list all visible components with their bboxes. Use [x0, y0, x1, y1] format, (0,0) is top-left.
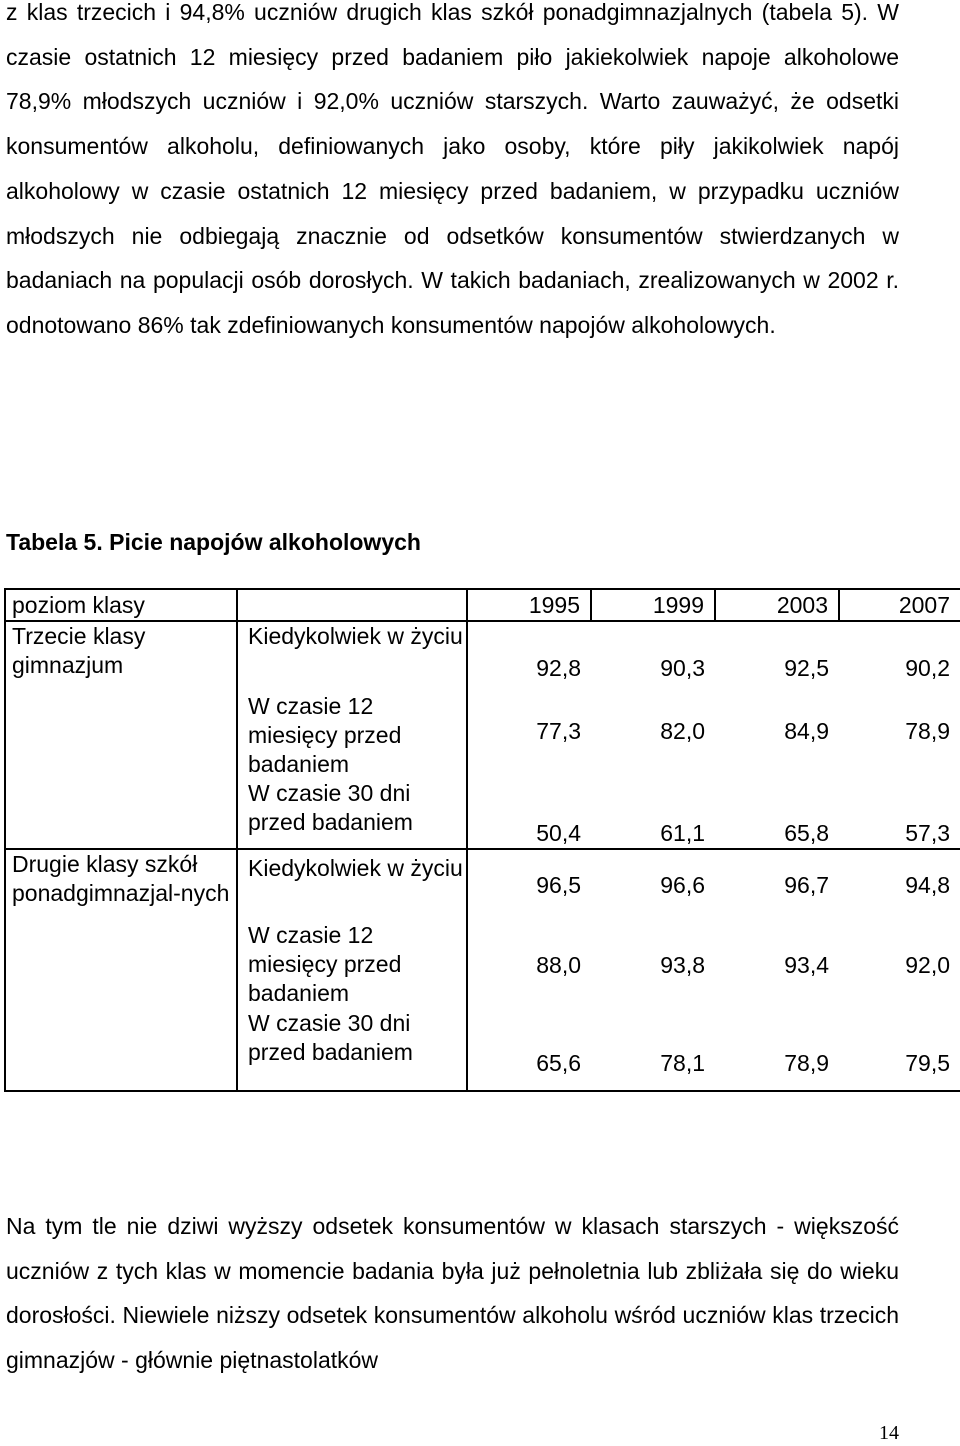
- measure-label: Kiedykolwiek w życiu: [237, 621, 467, 683]
- value-cell: 50,4: [467, 779, 591, 849]
- measure-label: W czasie 12 miesięcy przed badaniem: [237, 683, 467, 779]
- value-cell: 96,5: [536, 872, 581, 898]
- level-label: Trzecie klasy gimnazjum: [5, 621, 237, 849]
- table-row: [5, 849, 960, 921]
- value-cell: 61,1: [591, 779, 715, 849]
- value-cell: 82,0: [660, 717, 705, 744]
- value-cell: 79,5: [839, 1009, 960, 1091]
- measure-label: W czasie 12 miesięcy przed badaniem: [237, 921, 467, 1009]
- value-cell: 92,0: [839, 921, 960, 1009]
- header-measure-cell: [237, 589, 467, 621]
- value-cell: 96,7: [784, 872, 829, 898]
- header-year: 1999: [591, 589, 715, 621]
- value-cell: 77,3: [536, 717, 581, 744]
- body-paragraph-bottom: Na tym tle nie dziwi wyższy odsetek konsumentów w klasach starszych - większość uczniów z tych klas w momencie badania była już pełnoletnia lub zbliżała się do wieku dorosłości. Niewiele niższy odsetek konsumentów alkoholu wśród uczniów klas trzecich gimnazjów - głównie piętnastolatków: [6, 1213, 899, 1374]
- value-cell: 90,2: [839, 621, 960, 683]
- header-year: 1995: [467, 589, 591, 621]
- value-cell: 84,9: [784, 717, 829, 744]
- value-cell: 78,1: [591, 1009, 715, 1091]
- table-row: [5, 621, 960, 683]
- value-cell: 65,6: [467, 1009, 591, 1091]
- value-cell: 88,0: [536, 951, 581, 978]
- measure-label: W czasie 30 dni przed badaniem: [237, 779, 467, 849]
- value-cell: 96,6: [660, 872, 705, 898]
- value-cell: 78,9: [839, 683, 960, 779]
- alcohol-table: [4, 588, 960, 1092]
- header-level-label: poziom klasy: [5, 589, 237, 621]
- page-number: 14: [879, 1422, 899, 1444]
- value-cell: 65,8: [715, 779, 839, 849]
- header-year: 2007: [839, 589, 960, 621]
- value-cell: 93,4: [784, 951, 829, 978]
- header-year: 2003: [715, 589, 839, 621]
- value-cell: 90,3: [660, 655, 705, 681]
- value-cell: 92,5: [784, 655, 829, 681]
- measure-label: W czasie 30 dni przed badaniem: [237, 1009, 467, 1091]
- value-cell: 92,8: [536, 655, 581, 681]
- level-label: Drugie klasy szkół ponadgimnazjal-nych: [5, 849, 237, 1091]
- measure-label: Kiedykolwiek w życiu: [237, 849, 467, 921]
- value-cell: 94,8: [839, 849, 960, 921]
- value-cell: 78,9: [715, 1009, 839, 1091]
- body-paragraph-top: z klas trzecich i 94,8% uczniów drugich klas szkół ponadgimnazjalnych (tabela 5). W czasie ostatnich 12 miesięcy przed badaniem piło jakiekolwiek napoje alkoholowe 78,9% młodszych uczniów i 92,0% uczniów starszych. Warto zauważyć, że odsetki konsumentów alkoholu, definiowanych jako osoby, które piły jakikolwiek napój alkoholowy w czasie ostatnich 12 miesięcy przed badaniem, w przypadku uczniów młodszych nie odbiegają znacznie od odsetków konsumentów stwierdzanych w badaniach na populacji osób dorosłych. W takich badaniach, zrealizowanych w 2002 r. odnotowano 86% tak zdefiniowanych konsumentów napojów alkoholowych.: [6, 0, 899, 338]
- value-cell: 93,8: [660, 951, 705, 978]
- table-caption: Tabela 5. Picie napojów alkoholowych: [6, 529, 421, 555]
- value-cell: 57,3: [839, 779, 960, 849]
- table-header-row: [5, 589, 960, 621]
